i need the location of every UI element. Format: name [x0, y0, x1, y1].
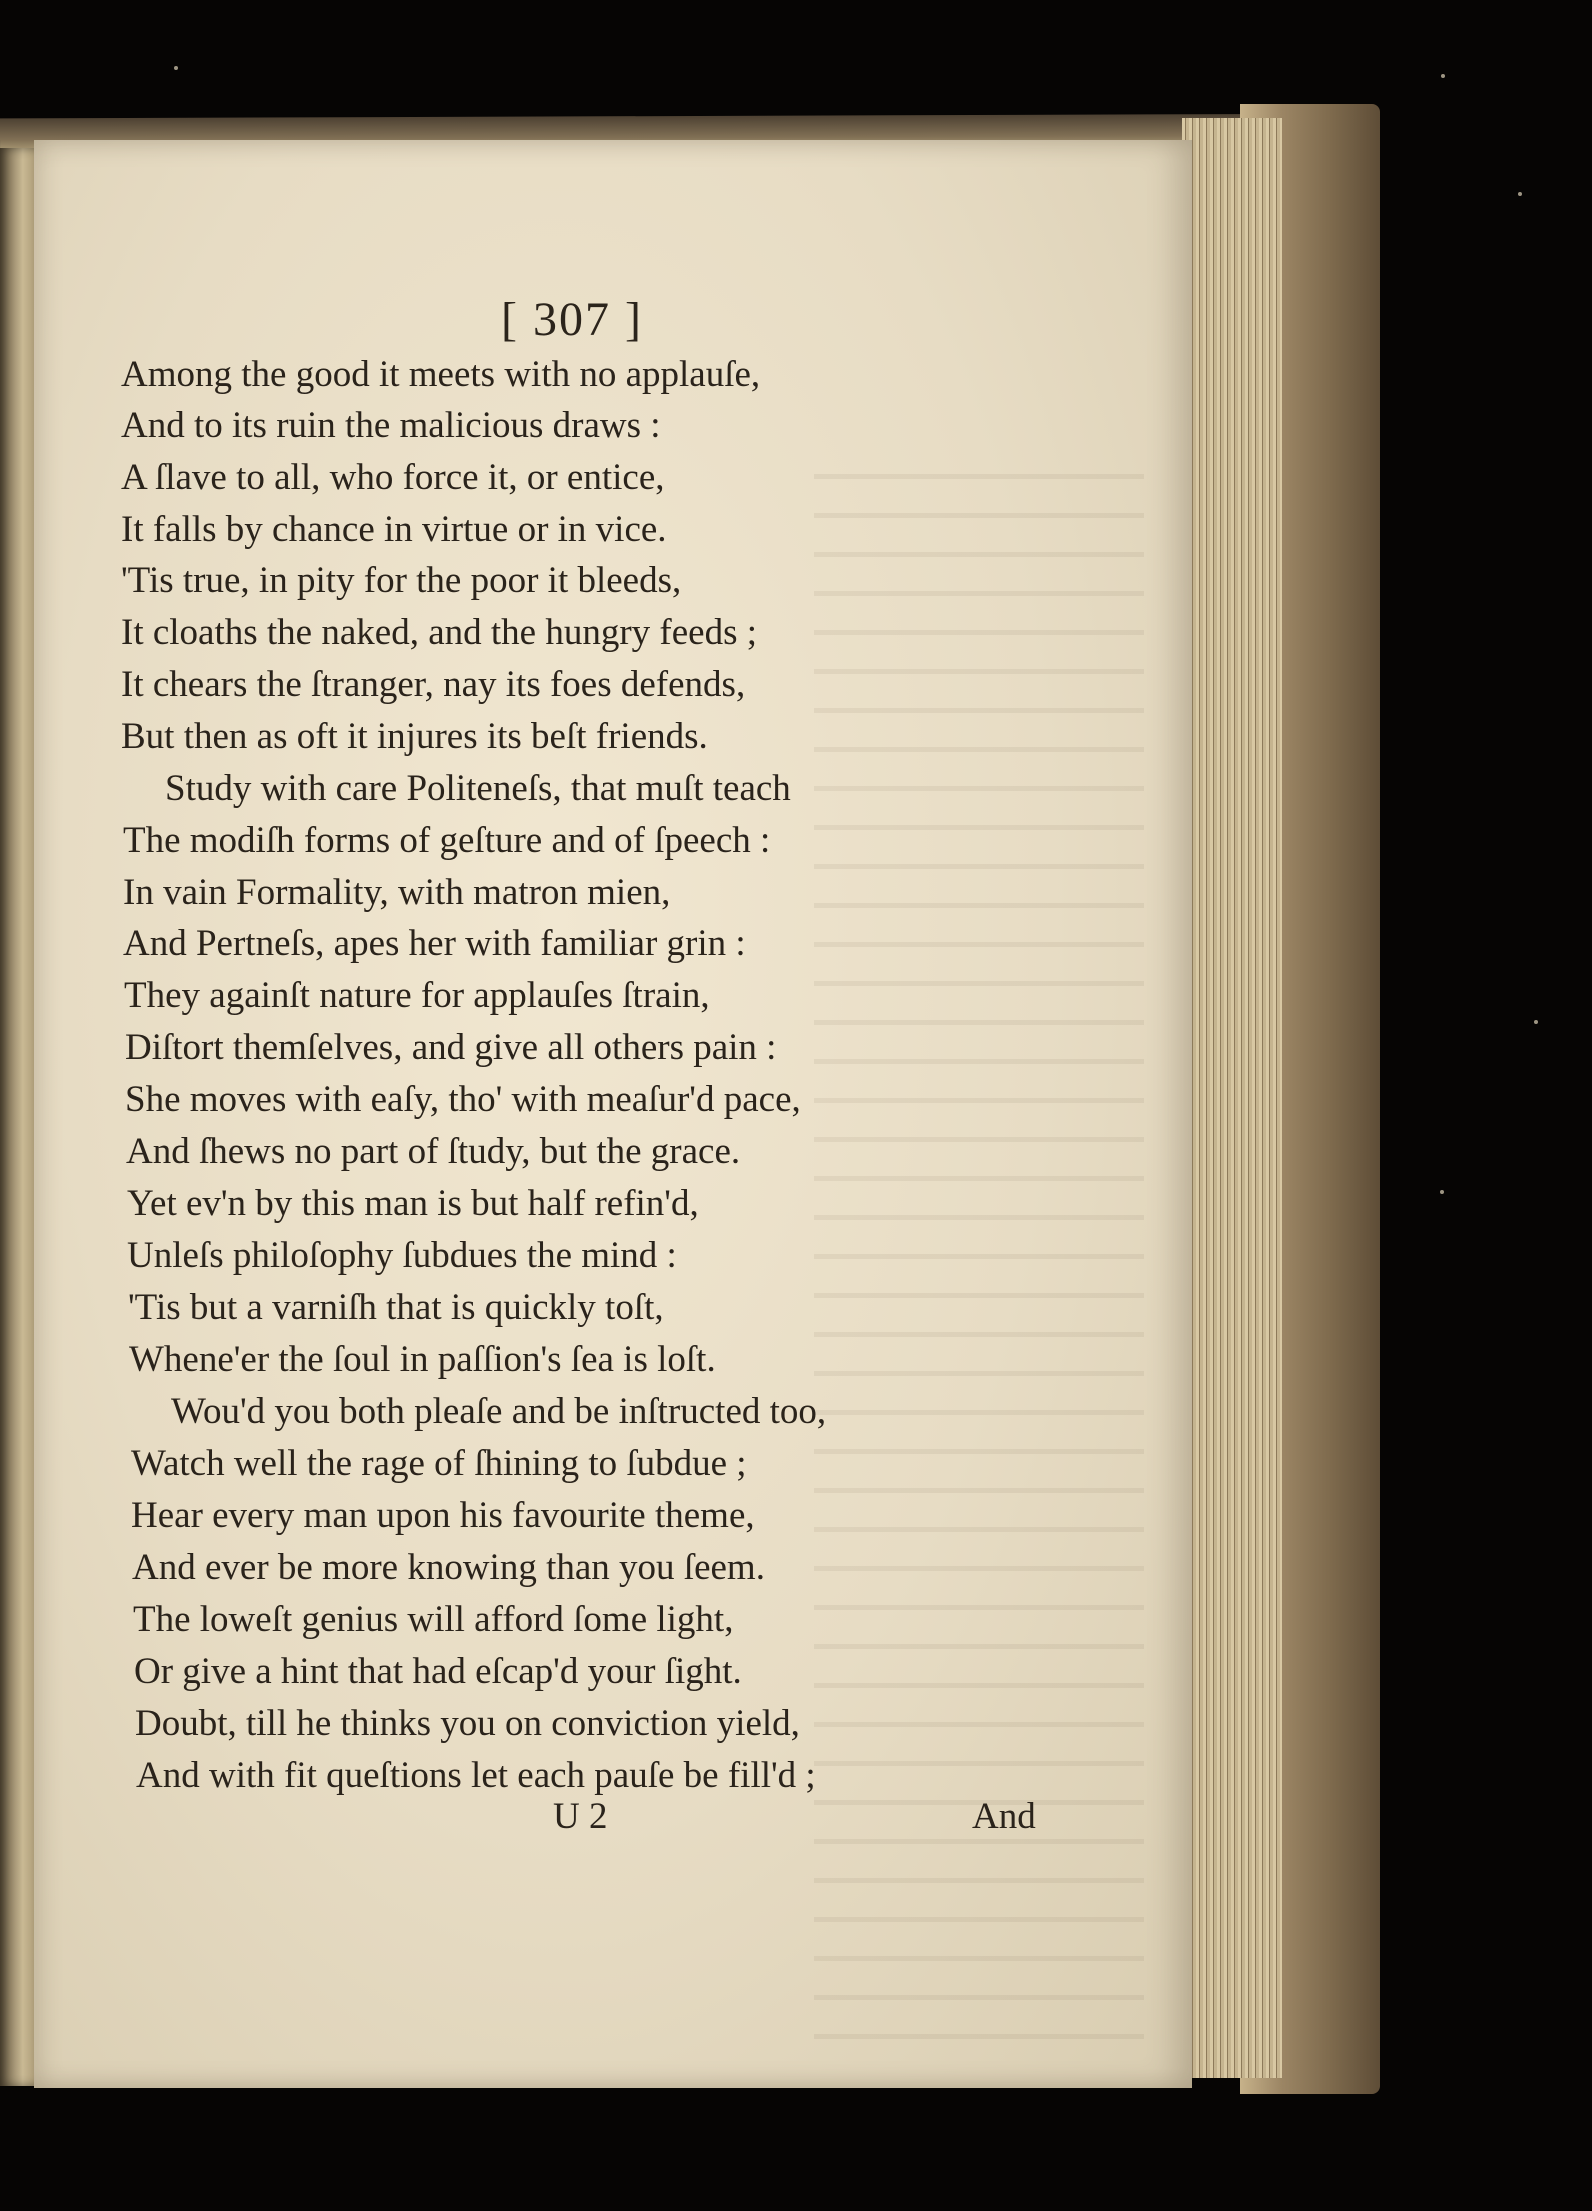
- verse-line: Study with care Politeneſs, that muſt teach: [165, 768, 791, 809]
- verse-line: And with fit queſtions let each pauſe be fill'd ;: [136, 1755, 816, 1796]
- page-stack: [1182, 118, 1282, 2078]
- scan-speck: [1440, 1190, 1444, 1194]
- scan-speck: [174, 66, 178, 70]
- verse-line: The modiſh forms of geſture and of ſpeech :: [123, 820, 771, 861]
- verse-line: Watch well the rage of ſhining to ſubdue ;: [131, 1443, 747, 1484]
- verse-line: It chears the ſtranger, nay its foes defends,: [121, 664, 746, 705]
- verse-line: Among the good it meets with no applauſe,: [121, 354, 761, 395]
- verse-line: It falls by chance in virtue or in vice.: [121, 509, 667, 550]
- verse-line: Yet ev'n by this man is but half refin'd,: [127, 1183, 699, 1224]
- verse-line: But then as oft it injures its beſt friends.: [121, 716, 708, 757]
- verse-line: In vain Formality, with matron mien,: [123, 872, 671, 913]
- verse-line: And to its ruin the malicious draws :: [121, 405, 661, 446]
- verse-line: And Pertneſs, apes her with familiar grin :: [123, 923, 746, 964]
- verse-line: 'Tis true, in pity for the poor it bleeds,: [121, 560, 682, 601]
- verse-line: They againſt nature for applauſes ſtrain,: [124, 975, 710, 1016]
- verse-line: Hear every man upon his favourite theme,: [131, 1495, 755, 1536]
- scan-speck: [1534, 1020, 1538, 1024]
- page-number: [ 307 ]: [501, 293, 643, 346]
- poem-text: [121, 352, 901, 1802]
- verse-line: The loweſt genius will afford ſome light,: [133, 1599, 734, 1640]
- catchword: And: [972, 1796, 1036, 1837]
- signature-mark: U 2: [553, 1796, 608, 1837]
- verse-line: Or give a hint that had eſcap'd your ſight.: [134, 1651, 742, 1692]
- verse-line: She moves with eaſy, tho' with meaſur'd pace,: [125, 1079, 801, 1120]
- verse-line: Doubt, till he thinks you on conviction yield,: [135, 1703, 800, 1744]
- scan-speck: [1441, 74, 1445, 78]
- verse-line: 'Tis but a varniſh that is quickly toſt,: [128, 1287, 664, 1328]
- verse-line: Unleſs philoſophy ſubdues the mind :: [127, 1235, 677, 1276]
- verse-line: A ſlave to all, who force it, or entice,: [121, 457, 665, 498]
- verse-line: Diſtort themſelves, and give all others pain :: [125, 1027, 777, 1068]
- left-page-edge: [0, 148, 38, 2086]
- verse-line: And ever be more knowing than you ſeem.: [132, 1547, 765, 1588]
- verse-line: It cloaths the naked, and the hungry feeds ;: [121, 612, 757, 653]
- verse-line: And ſhews no part of ſtudy, but the grace.: [126, 1131, 741, 1172]
- verse-line: Whene'er the ſoul in paſſion's ſea is loſt.: [129, 1339, 716, 1380]
- verse-line: Wou'd you both pleaſe and be inſtructed too,: [171, 1391, 827, 1432]
- scan-speck: [1518, 192, 1522, 196]
